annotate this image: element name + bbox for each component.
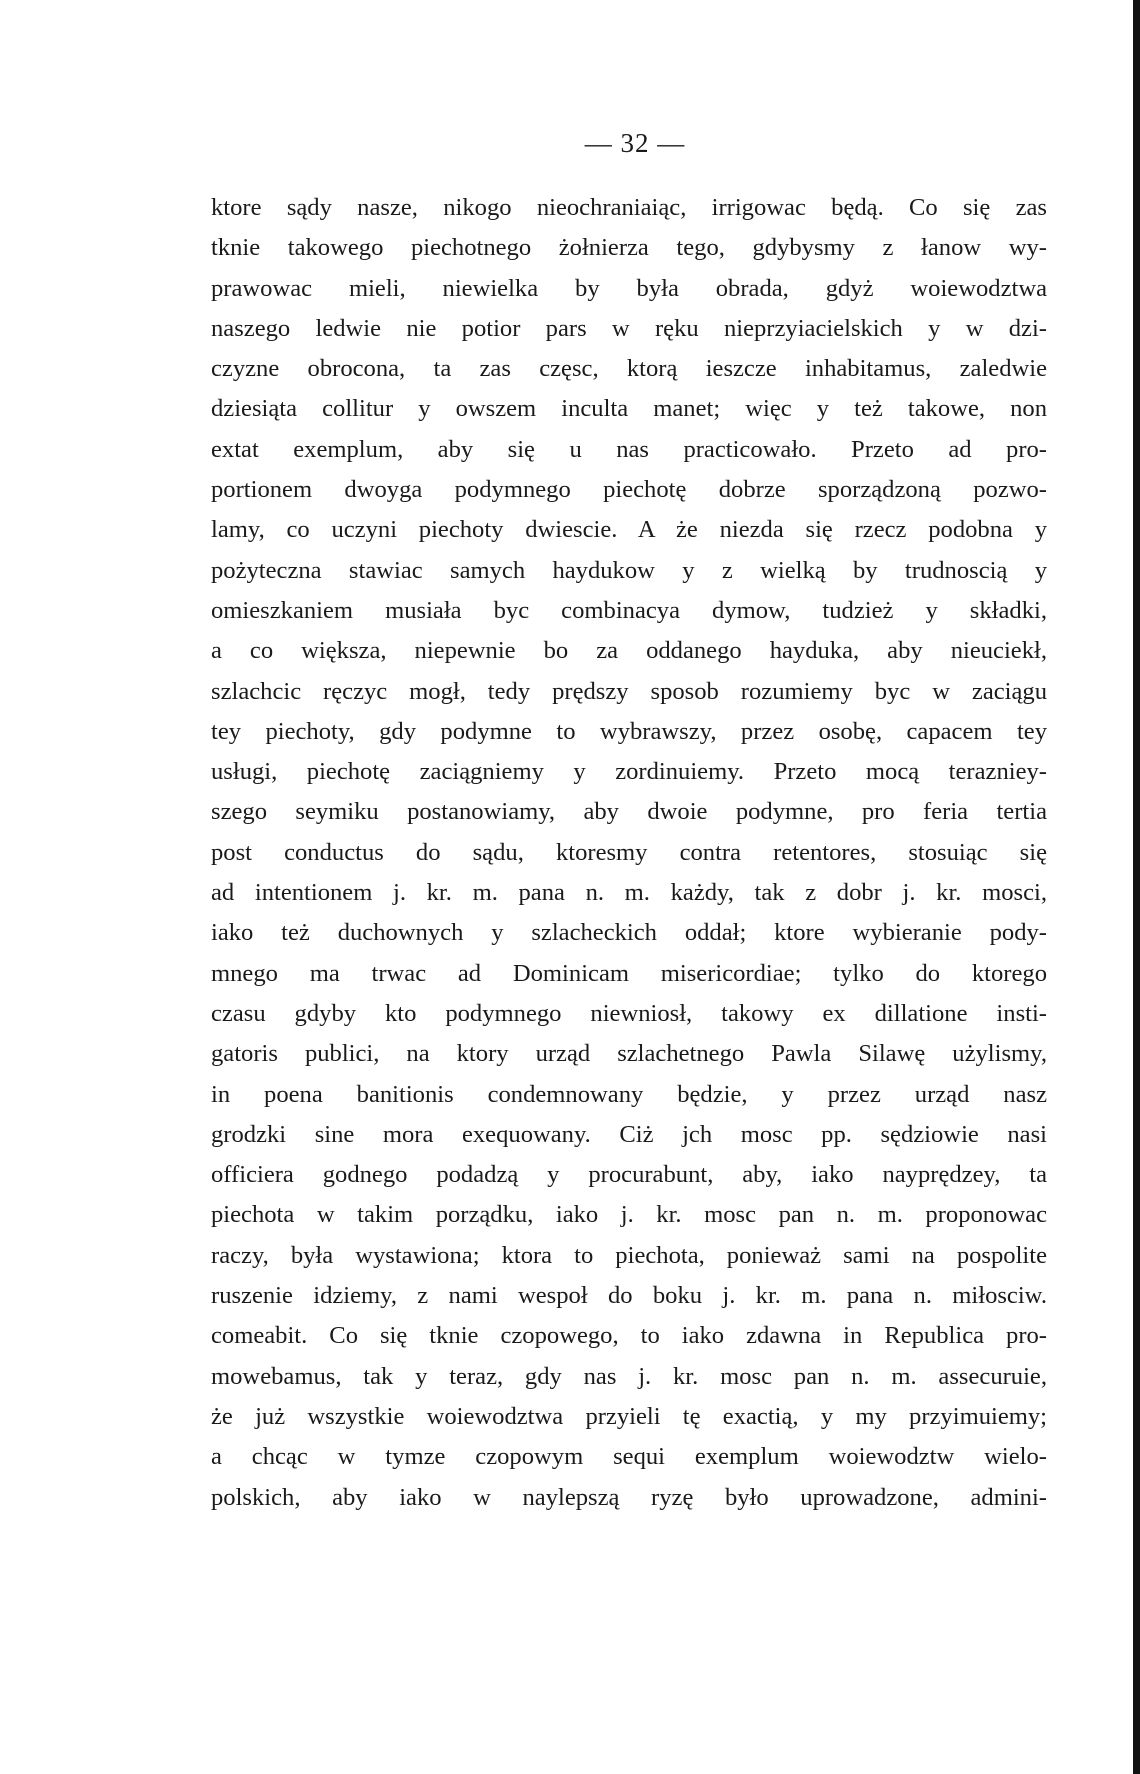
text-line: omieszkaniem musiała byc combinacya dymow, tudzież y składki,: [211, 596, 1047, 624]
body-paragraph: [211, 188, 1047, 1518]
text-line: polskich, aby iako w naylepszą ryzę było uprowadzone, admini-: [211, 1483, 1047, 1511]
page-number: [0, 128, 1140, 159]
text-line: ad intentionem j. kr. m. pana n. m. każdy, tak z dobr j. kr. mosci,: [211, 879, 1047, 907]
text-line: ktore sądy nasze, nikogo nieochraniaiąc, irrigowac będą. Co się zas: [211, 194, 1047, 221]
text-line: szego seymiku postanowiamy, aby dwoie podymne, pro feria tertia: [211, 798, 1047, 826]
text-line: że już wszystkie woiewodztwa przyieli tę exactią, y my przyimuiemy;: [211, 1402, 1047, 1430]
text-line: naszego ledwie nie potior pars w ręku nieprzyiacielskich y w dzi-: [211, 314, 1047, 342]
text-line: czyzne obrocona, ta zas częsc, ktorą ieszcze inhabitamus, zaledwie: [211, 355, 1047, 383]
text-line: mowebamus, tak y teraz, gdy nas j. kr. mosc pan n. m. assecuruie,: [211, 1362, 1047, 1390]
text-line: comeabit. Co się tknie czopowego, to iako zdawna in Republica pro-: [211, 1322, 1047, 1350]
text-line: raczy, była wystawiona; ktora to piechota, ponieważ sami na pospolite: [211, 1241, 1047, 1269]
text-line: mnego ma trwac ad Dominicam misericordiae; tylko do ktorego: [211, 959, 1047, 987]
text-line: extat exemplum, aby się u nas practicowało. Przeto ad pro-: [211, 435, 1047, 463]
text-line: a chcąc w tymze czopowym sequi exemplum woiewodztw wielo-: [211, 1443, 1047, 1471]
text-line: officiera godnego podadzą y procurabunt, aby, iako nayprędzey, ta: [211, 1161, 1047, 1189]
page-number-text: — 32 —: [584, 128, 686, 158]
text-line: a co większa, niepewnie bo za oddanego hayduka, aby nieuciekł,: [211, 637, 1047, 665]
text-line: in poena banitionis condemnowany będzie, y przez urząd nasz: [211, 1080, 1047, 1108]
text-line: piechota w takim porządku, iako j. kr. mosc pan n. m. proponowac: [211, 1201, 1047, 1229]
text-line: czasu gdyby kto podymnego niewniosł, takowy ex dillatione insti-: [211, 999, 1047, 1027]
text-line: szlachcic ręczyc mogł, tedy prędszy sposob rozumiemy byc w zaciągu: [211, 677, 1047, 705]
text-line: tknie takowego piechotnego żołnierza tego, gdybysmy z łanow wy-: [211, 234, 1047, 262]
text-line: ruszenie idziemy, z nami wespoł do boku j. kr. m. pana n. miłosciw.: [211, 1282, 1047, 1310]
text-line: usługi, piechotę zaciągniemy y zordinuiemy. Przeto mocą terazniey-: [211, 758, 1047, 786]
text-line: grodzki sine mora exequowany. Ciż jch mosc pp. sędziowie nasi: [211, 1120, 1047, 1148]
text-line: dziesiąta collitur y owszem inculta manet; więc y też takowe, non: [211, 395, 1047, 423]
text-line: iako też duchownych y szlacheckich oddał; ktore wybieranie pody-: [211, 919, 1047, 947]
scan-edge-line: [1133, 0, 1140, 1774]
text-line: pożyteczna stawiac samych haydukow y z wielką by trudnoscią y: [211, 556, 1047, 584]
text-line: tey piechoty, gdy podymne to wybrawszy, przez osobę, capacem tey: [211, 717, 1047, 745]
text-line: gatoris publici, na ktory urząd szlachetnego Pawla Silawę użylismy,: [211, 1040, 1047, 1068]
text-line: prawowac mieli, niewielka by była obrada, gdyż woiewodztwa: [211, 274, 1047, 302]
text-line: lamy, co uczyni piechoty dwiescie. A że niezda się rzecz podobna y: [211, 516, 1047, 544]
text-line: portionem dwoyga podymnego piechotę dobrze sporządzoną pozwo-: [211, 476, 1047, 504]
text-line: post conductus do sądu, ktoresmy contra retentores, stosuiąc się: [211, 838, 1047, 866]
